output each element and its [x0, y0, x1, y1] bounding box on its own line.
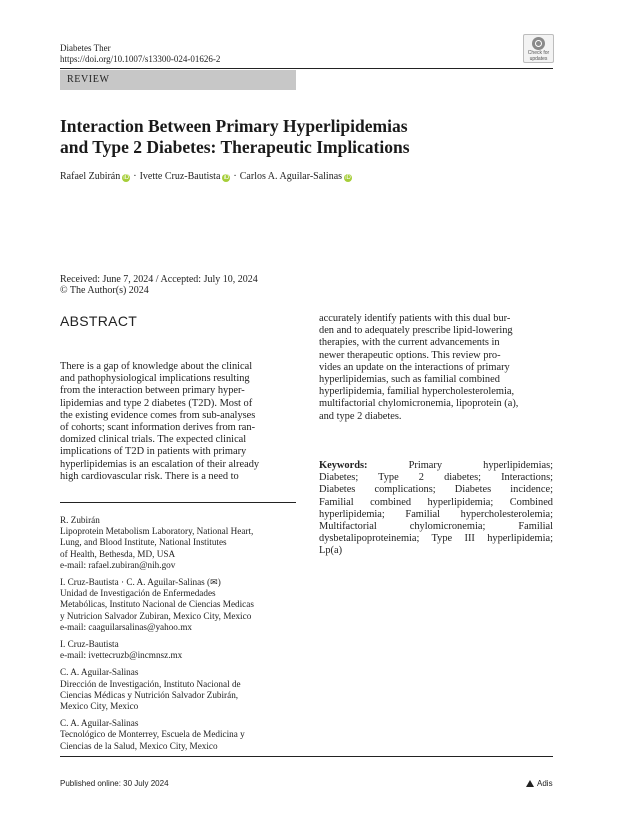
author-separator: ·: [133, 171, 137, 182]
check-updates-icon: [532, 37, 545, 50]
author-name[interactable]: Rafael Zubirán: [60, 171, 121, 182]
affiliation-line: Ciencias Médicas y Nutrición Salvador Zubirán,: [60, 689, 239, 700]
title-line: Interaction Between Primary Hyperlipidemias: [60, 116, 408, 136]
keyword-line: Diabetes; Type 2 diabetes; Interactions;: [319, 472, 553, 484]
abstract-right-column: [319, 313, 553, 423]
affiliation-line: C. A. Aguilar-Salinas: [60, 667, 139, 678]
keywords-first-line: [319, 460, 553, 472]
keyword-line: dysbetalipoproteinemia; Type III hyperlipidemia;: [319, 533, 553, 545]
affiliation-line: I. Cruz-Bautista · C. A. Aguilar-Salinas (✉): [60, 577, 221, 588]
abstract-line: newer therapeutic options. This review pro-: [319, 349, 501, 361]
affiliation-line: Mexico City, Mexico: [60, 701, 139, 712]
abstract-line: hyperlipidemias is an escalation of their already: [60, 458, 260, 470]
abstract-line: accurately identify patients with this dual bur-: [319, 313, 511, 324]
section-label: REVIEW: [67, 74, 110, 85]
affiliation-block: [60, 577, 296, 633]
affiliation-block: [60, 639, 296, 661]
affiliations-rule: [60, 502, 296, 503]
keyword-line: Lp(a): [319, 545, 343, 557]
affiliation-block: [60, 515, 296, 571]
article-title: [60, 116, 530, 158]
abstract-line: lipidemias and type 2 diabetes (T2D). Most of: [60, 397, 253, 409]
copyright-line: © The Author(s) 2024: [60, 285, 149, 296]
abstract-line: domized clinical trials. The expected clinical: [60, 434, 247, 446]
abstract-line: therapies, with the current advancements in: [319, 337, 500, 349]
publisher-name: Adis: [537, 779, 553, 788]
abstract-line: and pathophysiological implications resulting: [60, 373, 250, 385]
orcid-icon[interactable]: iD: [345, 175, 351, 181]
badge-text-1: Check for: [527, 50, 550, 56]
author-name[interactable]: Ivette Cruz-Bautista: [139, 171, 221, 182]
keyword-line: hyperlipidemia; Familial hypercholesterolemia;: [319, 508, 553, 520]
journal-name: Diabetes Ther: [60, 43, 111, 53]
affiliation-line: Lung, and Blood Institute, National Institutes: [60, 537, 227, 548]
affiliation-line: Ciencias de la Salud, Mexico City, Mexico: [60, 740, 218, 751]
affiliations: [60, 515, 296, 758]
abstract-line: There is a gap of knowledge about the clinical: [60, 361, 253, 372]
affiliation-line: Lipoprotein Metabolism Laboratory, National Heart,: [60, 526, 254, 537]
abstract-line: the existing evidence comes from sub-analyses: [60, 409, 256, 421]
abstract-line: hyperlipidemia, familial hypercholesterolemia,: [319, 386, 515, 398]
keyword-line: Familial combined hyperlipidemia; Combined: [319, 496, 553, 508]
header-rule: [60, 68, 553, 69]
orcid-icon[interactable]: iD: [123, 175, 130, 181]
author-list: [60, 171, 352, 183]
keywords-label: Keywords:: [319, 460, 368, 471]
abstract-line: implications of T2D in patients with primary: [60, 446, 247, 458]
received-accepted-dates: Received: June 7, 2024 / Accepted: July 10, 2024: [60, 274, 258, 285]
author-name[interactable]: Carlos A. Aguilar-Salinas: [239, 171, 343, 182]
affiliation-line: R. Zubirán: [60, 515, 100, 525]
affiliation-block: [60, 667, 296, 712]
abstract-line: from the interaction between primary hyper-: [60, 385, 245, 397]
abstract-line: and type 2 diabetes.: [319, 410, 402, 422]
affiliation-line: I. Cruz-Bautista: [60, 639, 119, 650]
affiliation-line: Dirección de Investigación, Instituto Nacional de: [60, 678, 241, 689]
badge-text-2: updates: [529, 56, 548, 62]
affiliation-line: Unidad de Investigación de Enfermedades: [60, 588, 216, 599]
affiliation-email[interactable]: e-mail: rafael.zubiran@nih.gov: [60, 559, 176, 570]
published-online-date: Published online: 30 July 2024: [60, 779, 169, 788]
abstract-line: den and to adequately prescribe lipid-lowering: [319, 325, 513, 337]
article-dates: [60, 274, 258, 296]
affiliation-line: Tecnológico de Monterrey, Escuela de Medicina y: [60, 729, 245, 740]
abstract-heading: ABSTRACT: [60, 313, 138, 329]
abstract-left-column: [60, 361, 296, 483]
author-separator: ·: [233, 171, 237, 182]
publisher-logo: [526, 779, 553, 788]
keyword-line: Primary hyperlipidemias;: [408, 460, 553, 471]
check-for-updates-badge[interactable]: [523, 34, 554, 63]
footer-rule: [60, 756, 553, 757]
abstract-line: vides an update on the interactions of primary: [319, 361, 510, 373]
affiliation-line: of Health, Bethesda, MD, USA: [60, 548, 176, 559]
keyword-line: Diabetes complications; Diabetes incidence;: [319, 484, 553, 496]
affiliation-block: [60, 718, 296, 752]
keyword-line: Multifactorial chylomicronemia; Familial: [319, 521, 553, 533]
abstract-line: high cardiovascular risk. There is a need to: [60, 470, 239, 482]
affiliation-line: C. A. Aguilar-Salinas: [60, 718, 139, 729]
affiliation-line: Metabólicas, Instituto Nacional de Ciencias Medicas: [60, 599, 254, 610]
affiliation-email[interactable]: e-mail: caaguilarsalinas@yahoo.mx: [60, 621, 192, 632]
abstract-line: hyperlipidemias, such as familial combined: [319, 374, 500, 386]
doi-link[interactable]: https://doi.org/10.1007/s13300-024-01626-2: [60, 54, 221, 64]
adis-triangle-icon: [526, 780, 534, 787]
title-line: and Type 2 Diabetes: Therapeutic Implications: [60, 137, 410, 157]
keywords-block: [319, 460, 553, 558]
orcid-icon[interactable]: iD: [223, 175, 230, 181]
abstract-line: of cohorts; scant information derives from ran-: [60, 422, 256, 434]
affiliation-line: y Nutricion Salvador Zubiran, Mexico City, Mexico: [60, 610, 252, 621]
affiliation-email[interactable]: e-mail: ivettecruzb@incmnsz.mx: [60, 650, 183, 661]
section-label-bar: [60, 70, 296, 90]
abstract-line: multifactorial chylomicronemia, lipoprotein (a),: [319, 398, 519, 410]
